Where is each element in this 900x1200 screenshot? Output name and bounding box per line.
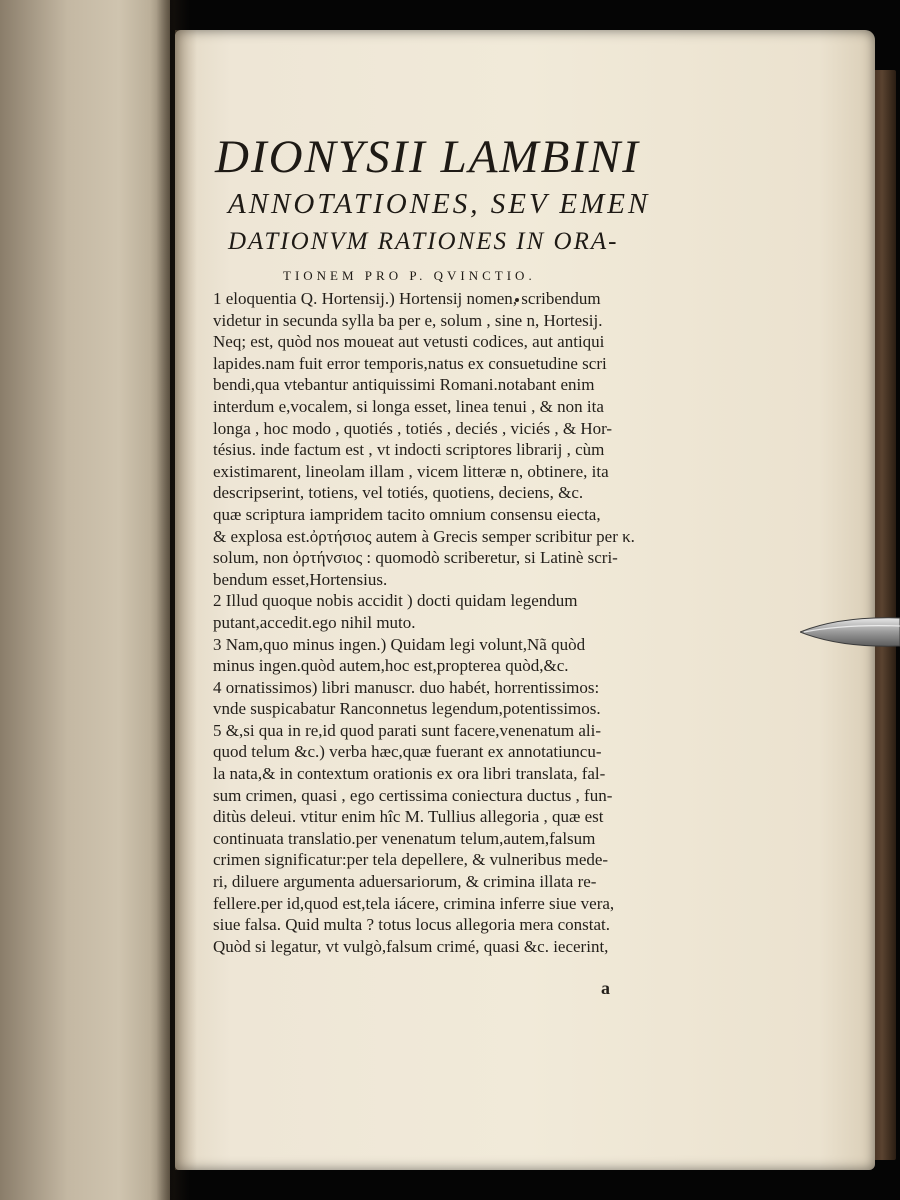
text-line: 1 eloquentia Q. Hortensij.) Hortensij nomen, scribendum — [213, 289, 601, 308]
text-line: tésius. inde factum est , vt indocti scriptores librarij , cùm — [213, 440, 605, 460]
text-line: crimen significatur:per tela depellere, & vulneribus mede- — [213, 850, 609, 870]
text-line: quod telum &c.) verba hæc,quæ fuerant ex annotatiuncu- — [213, 742, 602, 762]
heading-line-4: TIONEM PRO P. QVINCTIO. — [283, 268, 536, 283]
text-line: Quòd si legatur, vt vulgò,falsum crimé, quasi &c. iecerint, — [213, 936, 609, 956]
heading-author: DIONYSII LAMBINI — [215, 131, 640, 183]
text-line: 5 &,si qua in re,id quod parati sunt facere,venenatum ali- — [213, 720, 602, 740]
text-line: 2 Illud quoque nobis accidit ) docti quidam legendum — [213, 591, 578, 611]
text-line: ditùs deleui. vtitur enim hîc M. Tullius allegoria , quæ est — [213, 807, 604, 827]
heading-line-3: DATIONVM RATIONES IN ORA- — [228, 228, 619, 255]
text-line: bendum esset,Hortensius. — [213, 569, 388, 589]
text-line: existimarent, lineolam illam , vicem litteræ n, obtinere, ita — [213, 461, 609, 481]
text-line: solum, non ὀρτήνσιος : quomodò scriberetur, si Latinè scri- — [213, 548, 618, 568]
text-line: 3 Nam,quo minus ingen.) Quidam legi volunt,Nã quòd — [213, 634, 586, 654]
text-line: fellere.per id,quod est,tela iácere, crimina inferre siue vera, — [213, 893, 615, 913]
text-line: Neq; est, quòd nos moueat aut vetusti codices, aut antiqui — [213, 332, 605, 352]
text-line: siue falsa. Quid multa ? totus locus allegoria mera constat. — [213, 915, 611, 935]
left-page — [0, 0, 170, 1200]
page-pointer-icon — [800, 610, 900, 654]
text-line: quæ scriptura iampridem tacito omnium consensu eiecta, — [213, 504, 601, 524]
text-line: lapides.nam fuit error temporis,natus ex consuetudine scri — [213, 353, 607, 373]
book-page — [175, 30, 875, 1170]
heading-line-2: ANNOTATIONES, SEV EMEN — [228, 188, 651, 220]
text-line: longa , hoc modo , quotiés , totiés , deciés , viciés , & Hor- — [213, 418, 613, 438]
page-fold-shadow — [175, 30, 197, 1170]
annotation-body — [213, 288, 703, 957]
text-line: la nata,& in contextum orationis ex ora libri translata, fal- — [213, 764, 606, 784]
text-line: minus ingen.quòd autem,hoc est,propterea quòd,&c. — [213, 656, 569, 676]
text-line: bendi,qua vtebantur antiquissimi Romani.notabant enim — [213, 375, 595, 395]
text-line: & explosa est.ὀρτήσιος autem à Grecis semper scribitur per κ. — [213, 526, 635, 546]
text-line: sum crimen, quasi , ego certissima coniectura ductus , fun- — [213, 785, 613, 805]
text-line: vnde suspicabatur Ranconnetus legendum,potentissimos. — [213, 699, 601, 719]
text-line: continuata translatio.per venenatum telum,autem,falsum — [213, 828, 596, 848]
text-line: videtur in secunda sylla ba per e, solum , sine n, Hortesij. — [213, 310, 603, 330]
text-line: descripserint, totiens, vel totiés, quotiens, deciens, &c. — [213, 483, 584, 503]
text-line: interdum e,vocalem, si longa esset, linea tenui , & non ita — [213, 396, 604, 416]
text-line: putant,accedit.ego nihil muto. — [213, 612, 416, 632]
text-line: 4 ornatissimos) libri manuscr. duo habét, horrentissimos: — [213, 677, 600, 697]
signature-mark: a — [601, 978, 610, 998]
text-line: ri, diluere argumenta aduersariorum, & crimina illata re- — [213, 872, 597, 892]
